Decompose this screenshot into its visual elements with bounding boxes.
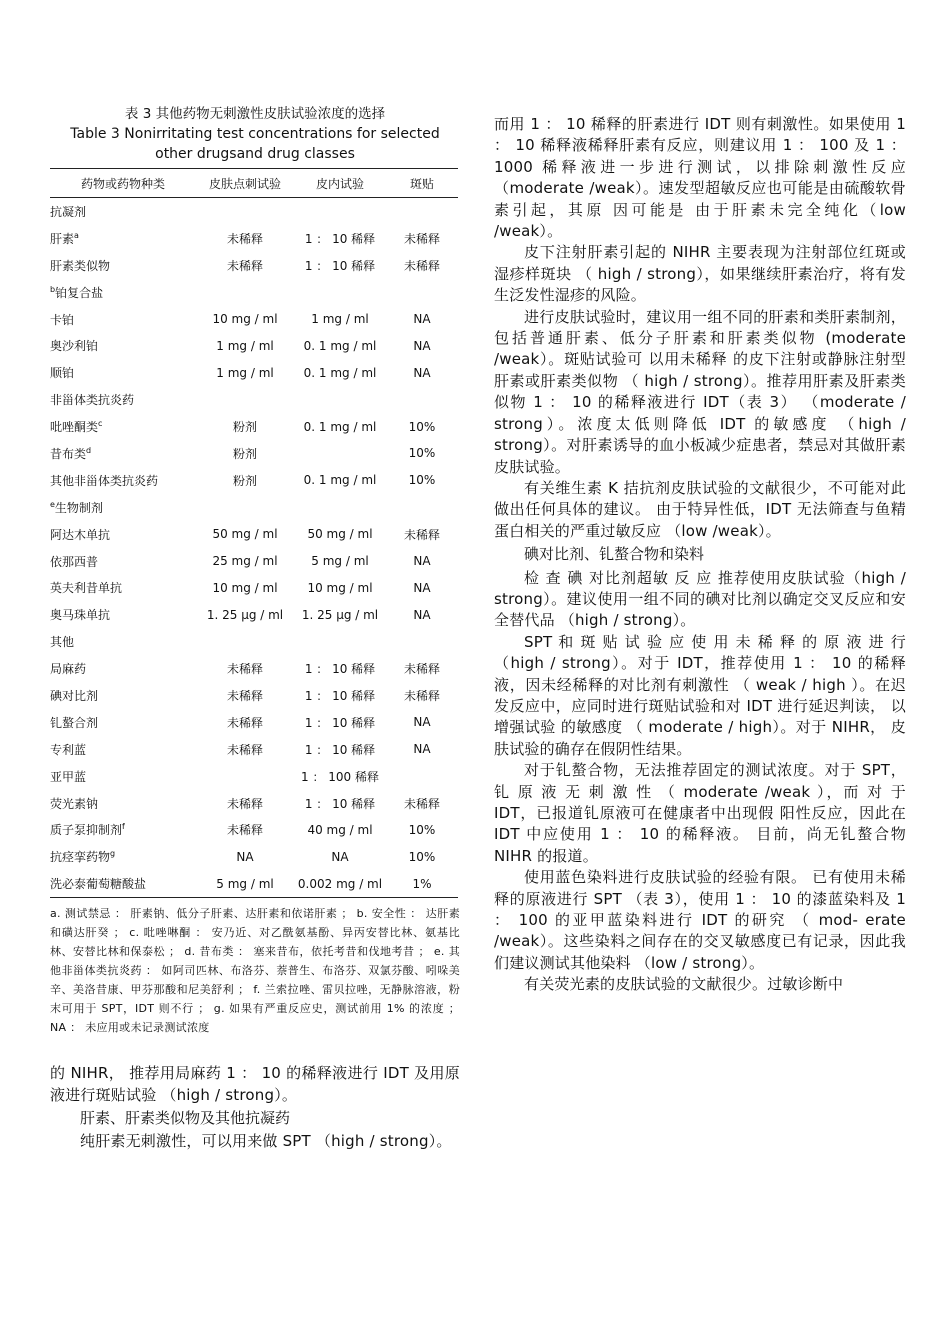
category-name xyxy=(50,198,458,225)
drug-name xyxy=(50,870,196,897)
patch-value xyxy=(386,763,458,790)
patch-value: 未稀释 xyxy=(403,796,440,811)
footnote-marker: g xyxy=(110,849,116,859)
drug-label: 抗痉挛药物 xyxy=(50,850,111,865)
patch-value: 未稀释 xyxy=(403,527,440,542)
header-spt: 皮肤点刺试验 xyxy=(208,176,281,191)
table-row xyxy=(50,816,458,843)
patch-value: 未稀释 xyxy=(403,258,440,273)
idt-value: 0. 1 mg / ml xyxy=(303,419,377,434)
drug-name xyxy=(50,359,196,386)
table-caption-en-line1: Table 3 Nonirritating test concentrations for selected xyxy=(70,126,440,142)
left-paragraph-1: 的 NIHR， 推荐用局麻药 1 ： 10 的稀释液进行 IDT 及用原液进行斑贴试验 （high / strong）。 xyxy=(50,1064,460,1104)
footnote-marker: a xyxy=(74,230,79,240)
right-paragraph-8: 使用蓝色染料进行皮肤试验的经验有限。 已有使用未稀释的原液进行 SPT （表 3），使用 1 ： 10 的漆蓝染料及 1 ： 100 的亚甲蓝染料进行 IDT 的研究 （ mod- erate /weak）。这些染料之间存在的交叉敏感度已有记录，因此我们建议测试其他染料 （low / strong）。 xyxy=(494,868,906,972)
patch-value: 10% xyxy=(408,419,436,434)
patch-value: NA xyxy=(413,338,431,353)
category-label: 铂复合盐 xyxy=(55,285,104,300)
drug-name xyxy=(50,682,196,709)
drug-label: 碘对比剂 xyxy=(50,688,99,703)
table-category-row xyxy=(50,386,458,413)
left-paragraph-2: 纯肝素无刺激性，可以用来做 SPT （high / strong）。 xyxy=(80,1132,452,1151)
header-idt: 皮内试验 xyxy=(315,176,364,191)
drug-label: 质子泵抑制剂 xyxy=(50,823,123,838)
spt-value: 粉剂 xyxy=(232,420,257,435)
left-column xyxy=(50,104,460,1153)
drug-label: 英夫利昔单抗 xyxy=(50,581,123,596)
patch-value: 未稀释 xyxy=(403,662,440,677)
spt-value: 未稀释 xyxy=(226,662,263,677)
idt-value: 0. 1 mg / ml xyxy=(303,473,377,488)
right-column xyxy=(494,114,906,996)
table-row xyxy=(50,763,458,790)
table-row xyxy=(50,790,458,817)
idt-value: 0. 1 mg / ml xyxy=(303,338,377,353)
drug-label: 洗必泰葡萄糖酸盐 xyxy=(50,877,147,892)
category-name xyxy=(50,279,458,306)
table-row xyxy=(50,225,458,252)
drug-name xyxy=(50,601,196,628)
drug-name xyxy=(50,467,196,494)
category-label: 其他 xyxy=(50,635,75,650)
patch-value: NA xyxy=(413,312,431,326)
spt-value: 1 mg / ml xyxy=(216,338,274,353)
category-name xyxy=(50,628,458,655)
category-name xyxy=(50,386,458,413)
drug-name xyxy=(50,306,196,333)
drug-label: 亚甲蓝 xyxy=(50,769,87,784)
table-row xyxy=(50,574,458,601)
idt-value: 1 ： 10 稀释 xyxy=(304,662,376,677)
drug-label: 顺铂 xyxy=(50,366,75,381)
drug-name xyxy=(50,763,196,790)
table-row xyxy=(50,521,458,548)
drug-name xyxy=(50,440,196,467)
drug-name xyxy=(50,225,196,252)
drug-name xyxy=(50,843,196,870)
table-footnotes: a. 测试禁忌 ： 肝素钠、低分子肝素、达肝素和依诺肝素 ； b. 安全性 ： 达肝素和磺达肝癸 ； c. 吡唑啉酮 ： 安乃近、对乙酰氨基酚、异丙安替比林、氨基比林、安替比林和保泰松 ； d. 昔布类 ： 塞来昔布，依托考昔和伐地考昔 ； e. 其他非甾体类抗炎药 ： 如阿司匹林、布洛芬、萘普生、布洛芬、双氯芬酸、吲哚美辛、美洛昔康、甲芬那酸和尼美舒利 ； f. 兰索拉唑、雷贝拉唑，无静脉溶液，粉末可用于 SPT，IDT 则不行 ； g. 如果有严重反应史，测试前用 1% 的浓度 ； NA ： 未应用或未记录测试浓度 xyxy=(50,907,460,1035)
drug-label: 卡铂 xyxy=(50,312,75,327)
spt-value: 粉剂 xyxy=(232,446,257,461)
spt-value: 未稀释 xyxy=(226,823,263,838)
right-paragraph-7: 对于钆螯合物，无法推荐固定的测试浓度。对于 SPT，钆 原 液 无 刺 激 性 （ moderate /weak ），而 对 于 IDT，已报道钆原液可在健康者中出现假 阳性反应，因此在 IDT 中应使用 1 ： 10 的稀释液。 目前，尚无钆螯合物 NIHR 的报道。 xyxy=(494,761,906,865)
footnote-marker: b xyxy=(50,284,56,294)
drug-label: 钆螯合剂 xyxy=(50,715,99,730)
spt-value: 50 mg / ml xyxy=(212,527,278,542)
table-caption-en-line2: other drugsand drug classes xyxy=(155,146,355,162)
patch-value: NA xyxy=(413,554,431,569)
idt-value: 5 mg / ml xyxy=(311,554,369,569)
drug-name xyxy=(50,709,196,736)
patch-value: 10% xyxy=(408,822,436,837)
drug-label: 其他非甾体类抗炎药 xyxy=(50,473,159,488)
spt-value: 未稀释 xyxy=(226,796,263,811)
category-label: 生物制剂 xyxy=(54,500,103,515)
footnote-marker: d xyxy=(86,445,92,455)
drug-label: 肝素 xyxy=(50,231,75,246)
right-paragraph-9: 有关荧光素的皮肤试验的文献很少。过敏诊断中 xyxy=(524,975,844,994)
spt-value: 未稀释 xyxy=(226,258,263,273)
drug-name xyxy=(50,574,196,601)
drug-label: 奥马珠单抗 xyxy=(50,608,111,623)
idt-value: NA xyxy=(331,849,349,864)
header-drug: 药物或药物种类 xyxy=(80,176,165,191)
idt-value: 1 ： 10 稀释 xyxy=(304,258,376,273)
patch-value: NA xyxy=(413,365,431,380)
right-paragraph-6: SPT 和 斑 贴 试 验 应 使 用 未 稀 释 的 原 液 进 行（high / strong）。对于 IDT，推荐使用 1 ： 10 的稀释液，因未经稀释的对比剂有刺激性 （ weak / high ）。在迟发反应中，应同时进行斑贴试验和对 IDT 进行延迟判读， 以增强试验 的敏感度 （ moderate / high）。对于 NIHR， 皮肤试验的确存在假阴性结果。 xyxy=(494,632,906,758)
spt-value: 1 mg / ml xyxy=(216,365,274,380)
drug-name xyxy=(50,548,196,575)
table-row xyxy=(50,306,458,333)
spt-value: 10 mg / ml xyxy=(212,580,278,595)
patch-value: NA xyxy=(413,715,431,730)
idt-value xyxy=(294,440,386,467)
spt-value: 未稀释 xyxy=(226,742,263,757)
drug-name xyxy=(50,252,196,279)
table-row xyxy=(50,736,458,763)
right-paragraph-5: 检 查 碘 对比剂超敏 反 应 推荐使用皮肤试验（high / strong）。建议使用一组不同的碘对比剂以确定交叉反应和安全替代品 （high / strong）。 xyxy=(494,568,906,630)
drug-label: 荧光素钠 xyxy=(50,796,99,811)
spt-value: 未稀释 xyxy=(226,715,263,730)
drug-label: 奥沙利铂 xyxy=(50,339,99,354)
table-row xyxy=(50,682,458,709)
drug-name xyxy=(50,790,196,817)
table-body xyxy=(50,198,458,898)
table-row xyxy=(50,709,458,736)
table-row xyxy=(50,655,458,682)
concentration-table xyxy=(50,168,458,898)
footnote-marker: e xyxy=(50,499,55,509)
table-row xyxy=(50,870,458,897)
table-row xyxy=(50,332,458,359)
right-paragraph-1: 而用 1 ： 10 稀释的肝素进行 IDT 则有刺激性。如果使用 1 ： 10 稀释液稀释肝素有反应，则建议用 1 ： 100 及 1 ： 1000 稀释液进一步进行测试，以排除刺激性反应 （moderate /weak）。速发型超敏反应也可能是由硫酸软骨素引起，其原 因可能是 由于肝素未完全纯化（low /weak）。 xyxy=(494,115,906,241)
patch-value: NA xyxy=(413,742,431,757)
patch-value: 10% xyxy=(408,849,436,864)
idt-value: 1. 25 μg / ml xyxy=(301,607,379,622)
idt-value: 1 ： 10 稀释 xyxy=(304,742,376,757)
drug-name xyxy=(50,332,196,359)
table-row xyxy=(50,413,458,440)
category-label: 非甾体类抗炎药 xyxy=(50,393,135,408)
spt-value: 25 mg / ml xyxy=(212,554,278,569)
patch-value: 未稀释 xyxy=(403,231,440,246)
spt-value: 粉剂 xyxy=(232,473,257,488)
drug-label: 吡唑酮类 xyxy=(50,420,99,435)
section-heading-heparin: 肝素、肝素类似物及其他抗凝药 xyxy=(80,1108,291,1127)
table-row xyxy=(50,359,458,386)
category-name xyxy=(50,494,458,521)
drug-name xyxy=(50,521,196,548)
category-label: 抗凝剂 xyxy=(50,204,87,219)
idt-value: 1 ： 10 稀释 xyxy=(304,796,376,811)
table-row xyxy=(50,467,458,494)
spt-value: NA xyxy=(236,849,254,864)
idt-value: 0. 1 mg / ml xyxy=(303,365,377,380)
drug-label: 肝素类似物 xyxy=(50,258,111,273)
idt-value: 1 ： 100 稀释 xyxy=(301,769,379,784)
table-row xyxy=(50,548,458,575)
right-paragraph-4: 有关维生素 K 拮抗剂皮肤试验的文献很少，不可能对此做出任何具体的建议。 由于特异性低，IDT 无法筛查与鱼精蛋白相关的严重过敏反应 （low /weak）。 xyxy=(494,478,906,540)
patch-value: NA xyxy=(413,607,431,622)
table-category-row xyxy=(50,494,458,521)
idt-value: 40 mg / ml xyxy=(307,822,373,837)
idt-value: 1 mg / ml xyxy=(311,312,369,326)
patch-value: NA xyxy=(413,580,431,595)
spt-value: 10 mg / ml xyxy=(212,312,278,326)
table-row xyxy=(50,601,458,628)
table-caption-cn: 表 3 其他药物无刺激性皮肤试验浓度的选择 xyxy=(124,106,386,122)
idt-value: 50 mg / ml xyxy=(307,527,373,542)
idt-value: 1 ： 10 稀释 xyxy=(304,231,376,246)
spt-value: 未稀释 xyxy=(226,231,263,246)
right-paragraph-3: 进行皮肤试验时，建议用一组不同的肝素和类肝素制剂，包括普通肝素、低分子肝素和肝素类似物 (moderate /weak）。斑贴试验可 以用未稀释 的皮下注射或静脉注射型肝素或肝素类似物 （ high / strong）。推荐用肝素及肝素类似物 1 ： 10 的稀释液进行 IDT（表 3） （moderate / strong）。浓度太低则降低 IDT 的敏感度 （high / strong）。对肝素诱导的血小板减少症患者，禁忌对其做肝素皮肤试验。 xyxy=(494,307,906,476)
idt-value: 1 ： 10 稀释 xyxy=(304,715,376,730)
spt-value: 5 mg / ml xyxy=(216,876,274,891)
table-category-row xyxy=(50,279,458,306)
footnote-marker: f xyxy=(122,822,125,832)
drug-label: 局麻药 xyxy=(50,662,87,677)
drug-label: 昔布类 xyxy=(50,446,87,461)
idt-value: 1 ： 10 稀释 xyxy=(304,688,376,703)
table-category-row xyxy=(50,628,458,655)
drug-name xyxy=(50,816,196,843)
header-patch: 斑贴 xyxy=(409,176,434,191)
table-row xyxy=(50,440,458,467)
drug-name xyxy=(50,736,196,763)
table-category-row xyxy=(50,198,458,225)
spt-value: 1. 25 μg / ml xyxy=(206,607,284,622)
table-row xyxy=(50,252,458,279)
patch-value: 1% xyxy=(412,876,432,891)
idt-value: 0.002 mg / ml xyxy=(297,876,383,891)
drug-label: 专利蓝 xyxy=(50,742,87,757)
section-heading-contrast: 碘对比剂、钆螯合物和染料 xyxy=(524,545,705,564)
table-row xyxy=(50,843,458,870)
patch-value: 10% xyxy=(408,473,436,488)
idt-value: 10 mg / ml xyxy=(307,580,373,595)
drug-label: 依那西普 xyxy=(50,554,99,569)
drug-name xyxy=(50,413,196,440)
patch-value: 10% xyxy=(408,446,436,461)
table-header-row xyxy=(50,169,458,198)
spt-value: 未稀释 xyxy=(226,688,263,703)
patch-value: 未稀释 xyxy=(403,688,440,703)
right-paragraph-2: 皮下注射肝素引起的 NIHR 主要表现为注射部位红斑或湿疹样斑块 （ high / strong），如果继续肝素治疗，将有发生泛发性湿疹的风险。 xyxy=(494,243,906,305)
left-body-text xyxy=(50,1063,460,1153)
drug-label: 阿达木单抗 xyxy=(50,527,111,542)
drug-name xyxy=(50,655,196,682)
spt-value xyxy=(196,763,294,790)
footnote-marker: c xyxy=(98,419,103,429)
